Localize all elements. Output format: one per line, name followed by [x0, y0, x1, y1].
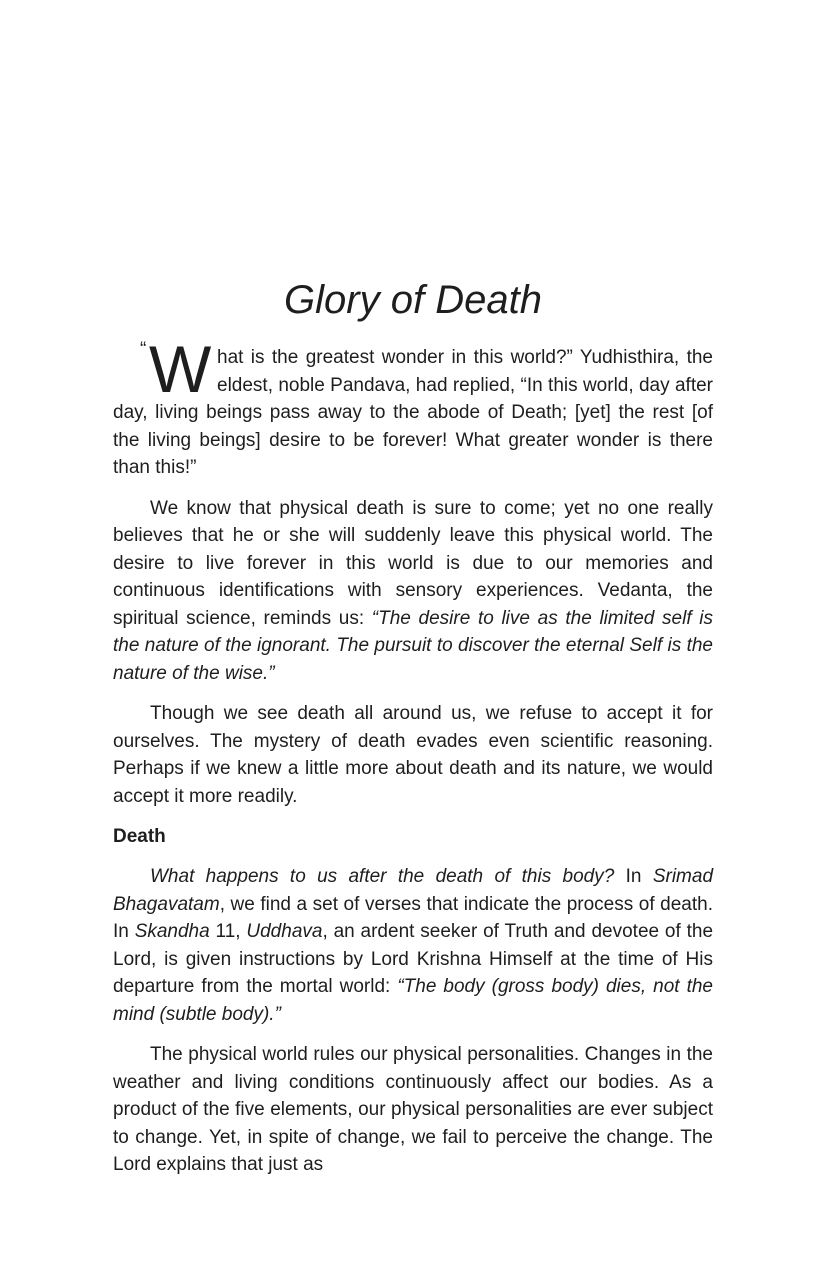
- question-text: What happens to us after the death of this body?: [150, 866, 615, 887]
- paragraph-4: [113, 863, 713, 1028]
- chapter-title: Glory of Death: [284, 278, 542, 322]
- vedanta-quote: “The desire to live as the limited self is the nature of the ignorant. The pursuit to discover the eternal Self is the nature of the wise.”: [113, 607, 713, 684]
- paragraph-2-text: We know that physical death is sure to come; yet no one really believes that he or she will suddenly leave this physical world. The desire to live forever in this world is due to our memories and continuous identifications with sensory experiences. Vedanta, the spiritual science, reminds us:: [113, 497, 713, 629]
- section-heading-death: Death: [113, 826, 166, 847]
- paragraph-1-text: hat is the greatest wonder in this world?” Yudhisthira, the eldest, noble Pandava, had replied, “In this world, day after day, living beings pass away to the abode of Death; [yet] the rest [of the living beings] desire to be forever! What greater wonder is there than this!”: [113, 347, 713, 478]
- paragraph-4-text-1: In: [614, 866, 653, 887]
- skandha: Skandha: [134, 921, 210, 942]
- krishna-quote: “The body (gross body) dies, not the mind (subtle body).”: [113, 976, 713, 1025]
- paragraph-5: The physical world rules our physical personalities. Changes in the weather and living conditions continuously affect our bodies. As a product of the five elements, our physical personalities are ever subject to change. Yet, in spite of change, we fail to perceive the change. The Lord explains that just as: [113, 1044, 713, 1175]
- drop-cap-block: [113, 332, 215, 406]
- paragraph-4-text-4: , an ardent seeker of Truth and devotee of the Lord, is given instructions by Lord Krishna Himself at the time of His departure from the mortal world:: [113, 921, 714, 997]
- paragraph-4-text-3: 11,: [209, 921, 247, 942]
- uddhava: Uddhava: [246, 921, 323, 942]
- drop-cap-letter: W: [149, 332, 212, 406]
- paragraph-1: [113, 332, 713, 482]
- srimad-bhagavatam: Srimad Bhagavatam: [113, 866, 714, 915]
- open-quote: “: [140, 339, 147, 360]
- paragraph-2: [113, 495, 713, 688]
- paragraph-3: Though we see death all around us, we refuse to accept it for ourselves. The mystery of death evades even scientific reasoning. Perhaps if we knew a little more about death and its nature, we would accept it more readily.: [113, 703, 713, 807]
- paragraph-4-text-2: , we find a set of verses that indicate the process of death. In: [113, 893, 713, 942]
- page-content: [113, 276, 713, 1192]
